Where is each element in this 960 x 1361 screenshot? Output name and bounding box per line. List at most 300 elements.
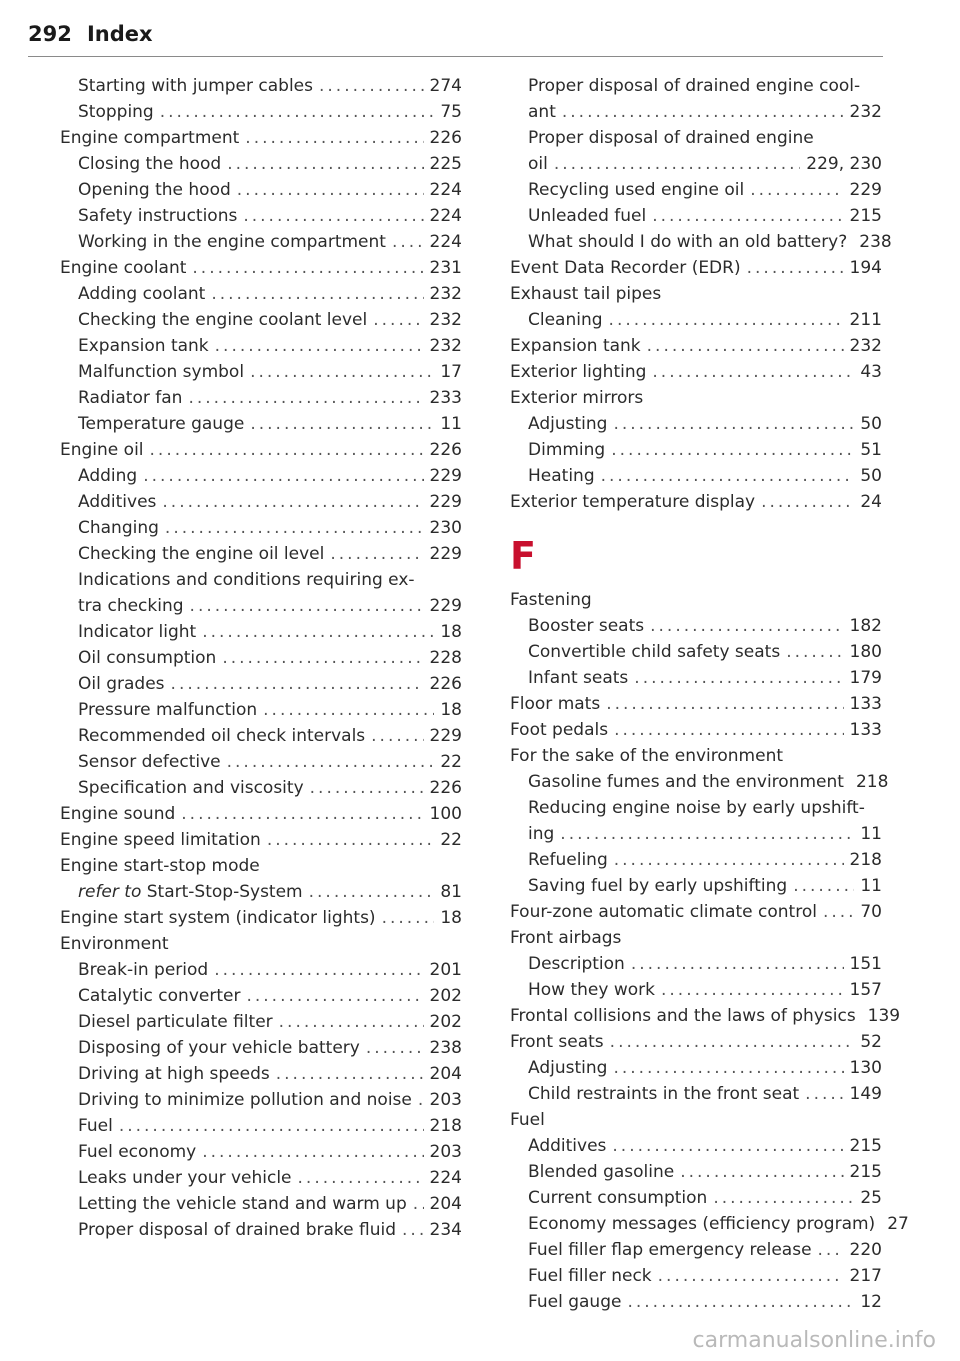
index-subentry: [60, 619, 462, 645]
dot-leader: [609, 307, 844, 333]
entry-term: Dimming: [528, 440, 606, 460]
index-subentry: [60, 73, 462, 99]
section-letter: F: [510, 534, 536, 578]
entry-term: Fuel gauge: [528, 1292, 622, 1312]
dot-leader: [627, 1289, 854, 1315]
page-reference[interactable]: 224: [429, 1168, 462, 1188]
entry-term: Infant seats: [528, 668, 629, 688]
page-reference[interactable]: 50: [860, 466, 882, 486]
page-reference[interactable]: 217: [849, 1266, 882, 1286]
index-subentry: [60, 1009, 462, 1035]
dot-leader: [747, 255, 844, 281]
entry-term: Convertible child safety seats: [528, 642, 781, 662]
dot-leader: [661, 977, 844, 1003]
page-reference[interactable]: 81: [440, 882, 462, 902]
entry-term: Floor mats: [510, 694, 601, 714]
page-reference[interactable]: 17: [440, 362, 462, 382]
index-subentry: [60, 645, 462, 671]
dot-leader: [610, 1029, 855, 1055]
entry-term: Refueling: [528, 850, 608, 870]
index-subentry: [60, 879, 462, 905]
index-subentry: [60, 957, 462, 983]
page-reference[interactable]: 139: [867, 1006, 901, 1026]
entry-term: Radiator fan: [78, 388, 183, 408]
page-reference[interactable]: 225: [429, 154, 462, 174]
entry-term: Specification and viscosity: [78, 778, 304, 798]
entry-term: Fuel economy: [78, 1142, 197, 1162]
page-reference[interactable]: 238: [859, 232, 892, 252]
index-subentry: [60, 385, 462, 411]
dot-leader: [761, 489, 854, 515]
page-reference[interactable]: 229: [429, 596, 462, 616]
index-subentry: [60, 99, 462, 125]
index-entry: [510, 359, 882, 385]
index-subentry: [510, 1055, 882, 1081]
dot-leader: [658, 1263, 844, 1289]
page-reference[interactable]: 179: [849, 668, 882, 688]
entry-term: Environment: [60, 934, 169, 954]
dot-leader: [713, 1185, 854, 1211]
entry-term: Expansion tank: [510, 336, 641, 356]
dot-leader: [750, 177, 843, 203]
index-subentry: [60, 307, 462, 333]
dot-leader: [245, 125, 423, 151]
page-reference[interactable]: 203: [429, 1090, 462, 1110]
page-reference[interactable]: 75: [440, 102, 462, 122]
entry-term: Foot pedals: [510, 720, 609, 740]
page-reference[interactable]: 202: [429, 1012, 462, 1032]
entry-term: Indications and conditions requiring ex-: [78, 570, 415, 590]
index-subentry: [60, 1139, 462, 1165]
page-reference[interactable]: 224: [429, 180, 462, 200]
index-subentry: [510, 1133, 882, 1159]
entry-term: Front seats: [510, 1032, 604, 1052]
dot-leader: [192, 255, 423, 281]
index-entry: [60, 905, 462, 931]
dot-leader: [560, 821, 854, 847]
entry-term: ant: [528, 102, 556, 122]
index-entry: [510, 1107, 882, 1133]
page-reference[interactable]: 157: [849, 980, 882, 1000]
page-reference[interactable]: 27: [887, 1214, 909, 1234]
entry-term: Current consumption: [528, 1188, 708, 1208]
entry-term: tra checking: [78, 596, 184, 616]
dot-leader: [382, 905, 435, 931]
page-reference[interactable]: 218: [429, 1116, 462, 1136]
entry-term: Proper disposal of drained brake fluid: [78, 1220, 397, 1240]
entry-term: Leaks under your vehicle: [78, 1168, 292, 1188]
page-reference[interactable]: 202: [429, 986, 462, 1006]
entry-term: Fuel: [78, 1116, 113, 1136]
index-entry: [510, 1003, 901, 1029]
page-reference[interactable]: 182: [849, 616, 882, 636]
page-reference[interactable]: 233: [429, 388, 462, 408]
index-subentry: [60, 359, 462, 385]
dot-leader: [613, 411, 854, 437]
index-entry: [510, 333, 882, 359]
watermark: carmanualsonline.info: [692, 1328, 936, 1353]
dot-leader: [211, 281, 423, 307]
index-entry: [510, 587, 882, 613]
page-reference[interactable]: 229, 230: [806, 154, 882, 174]
index-subentry: [510, 177, 882, 203]
entry-term: Oil grades: [78, 674, 165, 694]
entry-term: Working in the engine compartment: [78, 232, 386, 252]
entry-term: Engine speed limitation: [60, 830, 261, 850]
dot-leader: [267, 827, 435, 853]
index-subentry: [60, 775, 462, 801]
index-subentry: [60, 723, 462, 749]
entry-term: Checking the engine coolant level: [78, 310, 368, 330]
page-reference[interactable]: 232: [429, 284, 462, 304]
page-reference[interactable]: 226: [429, 440, 462, 460]
page-reference[interactable]: 220: [849, 1240, 882, 1260]
index-subentry: [510, 125, 882, 151]
entry-term: Heating: [528, 466, 595, 486]
page-reference[interactable]: 215: [849, 1162, 882, 1182]
entry-term: Malfunction symbol: [78, 362, 245, 382]
entry-term: Fastening: [510, 590, 592, 610]
dot-leader: [143, 463, 423, 489]
dot-leader: [188, 385, 423, 411]
index-subentry: [510, 977, 882, 1003]
entry-term: Indicator light: [78, 622, 197, 642]
entry-term: Blended gasoline: [528, 1162, 675, 1182]
index-subentry: [60, 411, 462, 437]
entry-term: Engine start system (indicator lights): [60, 908, 376, 928]
index-entry: [60, 255, 462, 281]
index-subentry: [60, 1113, 462, 1139]
dot-leader: [413, 1191, 424, 1217]
entry-term: Safety instructions: [78, 206, 238, 226]
entry-term: Exterior temperature display: [510, 492, 756, 512]
index-subentry: [60, 567, 462, 593]
page-reference[interactable]: 133: [849, 694, 882, 714]
dot-leader: [371, 723, 423, 749]
index-subentry: [510, 1263, 882, 1289]
entry-term: Child restraints in the front seat: [528, 1084, 800, 1104]
page-reference[interactable]: 229: [429, 492, 462, 512]
dot-leader: [613, 1055, 843, 1081]
index-column-right: [510, 73, 909, 1315]
page-reference[interactable]: 226: [429, 128, 462, 148]
page-reference[interactable]: 234: [429, 1220, 462, 1240]
page-reference[interactable]: 203: [429, 1142, 462, 1162]
entry-term: Fuel: [510, 1110, 545, 1130]
dot-leader: [402, 1217, 424, 1243]
index-subentry: [510, 307, 882, 333]
page-reference[interactable]: 232: [849, 336, 882, 356]
index-subentry: [510, 151, 882, 177]
index-subentry: [60, 489, 462, 515]
dot-leader: [652, 359, 854, 385]
page-reference[interactable]: 218: [849, 850, 882, 870]
entry-term: Adjusting: [528, 414, 608, 434]
entry-term: Pressure malfunction: [78, 700, 258, 720]
dot-leader: [215, 333, 424, 359]
page-reference[interactable]: 215: [849, 1136, 882, 1156]
page-reference[interactable]: 18: [440, 700, 462, 720]
index-subentry: [60, 749, 462, 775]
page-reference[interactable]: 151: [849, 954, 882, 974]
page-reference[interactable]: 194: [849, 258, 882, 278]
index-entry: [510, 691, 882, 717]
dot-leader: [631, 951, 844, 977]
entry-term: Additives: [78, 492, 157, 512]
index-subentry: [510, 1159, 882, 1185]
dot-leader: [298, 1165, 424, 1191]
index-subentry: [60, 1087, 462, 1113]
page-reference[interactable]: 218: [855, 772, 889, 792]
dot-leader: [181, 801, 423, 827]
dot-leader: [805, 1081, 843, 1107]
page-reference[interactable]: 226: [429, 674, 462, 694]
entry-term: Engine start-stop mode: [60, 856, 260, 876]
index-subentry: [510, 1289, 882, 1315]
index-entry: [510, 255, 882, 281]
index-subentry: [510, 1081, 882, 1107]
page-reference[interactable]: 204: [429, 1064, 462, 1084]
index-entry: [60, 801, 462, 827]
dot-leader: [330, 541, 423, 567]
index-subentry: [60, 671, 462, 697]
entry-term: Letting the vehicle stand and warm up: [78, 1194, 407, 1214]
index-subentry: [60, 229, 462, 255]
index-subentry: [60, 333, 462, 359]
dot-leader: [150, 437, 424, 463]
dot-leader: [171, 671, 424, 697]
page-reference[interactable]: 43: [860, 362, 882, 382]
index-subentry: [60, 515, 462, 541]
entry-term: Break-in period: [78, 960, 209, 980]
index-entry: [60, 827, 462, 853]
dot-leader: [227, 151, 423, 177]
entry-term: Exterior mirrors: [510, 388, 644, 408]
entry-term: Exhaust tail pipes: [510, 284, 662, 304]
entry-term: Unleaded fuel: [528, 206, 647, 226]
dot-leader: [190, 593, 424, 619]
index-entry: [60, 125, 462, 151]
dot-leader: [279, 1009, 424, 1035]
dot-leader: [227, 749, 435, 775]
index-entry: [510, 925, 882, 951]
entry-term: Economy messages (efficiency program): [528, 1214, 876, 1234]
dot-leader: [160, 99, 435, 125]
page-reference[interactable]: 224: [429, 206, 462, 226]
entry-term: Frontal collisions and the laws of physics: [510, 1006, 856, 1026]
entry-term: ing: [528, 824, 555, 844]
dot-leader: [647, 333, 844, 359]
page-reference[interactable]: 70: [860, 902, 882, 922]
index-entry: [510, 1029, 882, 1055]
dot-leader: [601, 463, 855, 489]
page-reference[interactable]: 231: [429, 258, 462, 278]
page-reference[interactable]: 100: [429, 804, 462, 824]
page-reference[interactable]: 11: [440, 414, 462, 434]
entry-term: Recommended oil check intervals: [78, 726, 366, 746]
index-entry: [60, 853, 462, 879]
entry-term: Engine sound: [60, 804, 176, 824]
entry-term: Recycling used engine oil: [528, 180, 745, 200]
dot-leader: [373, 307, 423, 333]
index-entry: [510, 489, 882, 515]
index-subentry: [510, 1237, 882, 1263]
index-subentry: [510, 1185, 882, 1211]
index-subentry: [510, 203, 882, 229]
index-subentry: [60, 463, 462, 489]
page-header: [28, 22, 883, 57]
page-reference[interactable]: 22: [440, 752, 462, 772]
page-reference[interactable]: 130: [849, 1058, 882, 1078]
index-entry: [60, 931, 462, 957]
entry-term: Saving fuel by early upshifting: [528, 876, 788, 896]
entry-term: Expansion tank: [78, 336, 209, 356]
page-reference[interactable]: 50: [860, 414, 882, 434]
index-subentry: [60, 281, 462, 307]
page-reference[interactable]: 215: [849, 206, 882, 226]
entry-term: For the sake of the environment: [510, 746, 784, 766]
entry-term: Closing the hood: [78, 154, 222, 174]
dot-leader: [214, 957, 423, 983]
entry-term: Event Data Recorder (EDR): [510, 258, 741, 278]
page-reference[interactable]: 229: [429, 466, 462, 486]
dot-leader: [562, 99, 844, 125]
entry-term: Exterior lighting: [510, 362, 647, 382]
page-reference[interactable]: 232: [429, 336, 462, 356]
index-subentry: [510, 639, 882, 665]
dot-leader: [786, 639, 843, 665]
page-reference[interactable]: 24: [860, 492, 882, 512]
dot-leader: [392, 229, 424, 255]
dot-leader: [652, 203, 843, 229]
page-reference[interactable]: 274: [429, 76, 462, 96]
index-subentry: [510, 847, 882, 873]
entry-term: Front airbags: [510, 928, 622, 948]
index-subentry: [60, 697, 462, 723]
page-number: 292: [28, 22, 72, 46]
index-column-left: [60, 73, 462, 1243]
entry-term: Sensor defective: [78, 752, 221, 772]
index-subentry: [510, 1211, 909, 1237]
page-reference[interactable]: 204: [429, 1194, 462, 1214]
index-subentry: [510, 665, 882, 691]
page-reference[interactable]: 52: [860, 1032, 882, 1052]
index-subentry: [510, 73, 882, 99]
dot-leader: [222, 645, 423, 671]
index-entry: [510, 385, 882, 411]
page-reference[interactable]: 11: [860, 876, 882, 896]
entry-term: Fuel filler flap emergency release: [528, 1240, 812, 1260]
page-reference[interactable]: 228: [429, 648, 462, 668]
entry-term: How they work: [528, 980, 655, 1000]
dot-leader: [650, 613, 843, 639]
page-reference[interactable]: 232: [849, 102, 882, 122]
dot-leader: [246, 983, 423, 1009]
entry-term: Gasoline fumes and the environment: [528, 772, 844, 792]
dot-leader: [309, 879, 435, 905]
index-subentry: [60, 1035, 462, 1061]
index-subentry: [510, 769, 889, 795]
page-reference[interactable]: 18: [440, 908, 462, 928]
entry-term: Description: [528, 954, 625, 974]
index-subentry: [60, 177, 462, 203]
index-entry: [510, 717, 882, 743]
index-subentry: [510, 437, 882, 463]
index-subentry: [510, 873, 882, 899]
page-reference[interactable]: 133: [849, 720, 882, 740]
page-title: Index: [86, 22, 153, 46]
index-subentry: [60, 1191, 462, 1217]
dot-leader: [165, 515, 424, 541]
page-reference[interactable]: 229: [429, 726, 462, 746]
entry-term: Oil consumption: [78, 648, 217, 668]
page-reference[interactable]: 18: [440, 622, 462, 642]
page-reference[interactable]: 226: [429, 778, 462, 798]
dot-leader: [319, 73, 424, 99]
page-reference[interactable]: 224: [429, 232, 462, 252]
page-reference[interactable]: 230: [429, 518, 462, 538]
page-reference[interactable]: 229: [429, 544, 462, 564]
dot-leader: [276, 1061, 424, 1087]
entry-term: Disposing of your vehicle battery: [78, 1038, 360, 1058]
entry-term: Catalytic converter: [78, 986, 241, 1006]
dot-leader: [634, 665, 843, 691]
entry-term: Checking the engine oil level: [78, 544, 325, 564]
page-reference[interactable]: 201: [429, 960, 462, 980]
dot-leader: [243, 203, 423, 229]
dot-leader: [823, 899, 854, 925]
page-reference[interactable]: 238: [429, 1038, 462, 1058]
entry-term-text: Start-Stop-System: [146, 882, 303, 902]
dot-leader: [818, 1237, 844, 1263]
entry-term: Starting with jumper cables: [78, 76, 313, 96]
index-subentry: [510, 613, 882, 639]
index-subentry: [510, 463, 882, 489]
entry-term: Opening the hood: [78, 180, 231, 200]
page-reference[interactable]: 51: [860, 440, 882, 460]
index-subentry: [510, 411, 882, 437]
entry-term: Fuel filler neck: [528, 1266, 652, 1286]
index-subentry: [510, 951, 882, 977]
page-reference[interactable]: 232: [429, 310, 462, 330]
index-entry: [510, 899, 882, 925]
index-subentry: [60, 1165, 462, 1191]
page-reference[interactable]: 22: [440, 830, 462, 850]
entry-term: Proper disposal of drained engine cool-: [528, 76, 861, 96]
dot-leader: [202, 1139, 423, 1165]
entry-term: [78, 879, 303, 905]
page-reference[interactable]: 25: [860, 1188, 882, 1208]
index-subentry: [60, 541, 462, 567]
dot-leader: [611, 437, 854, 463]
dot-leader: [250, 359, 434, 385]
entry-term: Adjusting: [528, 1058, 608, 1078]
entry-term: Driving to minimize pollution and noise: [78, 1090, 412, 1110]
entry-term: Booster seats: [528, 616, 645, 636]
entry-term: Four-zone automatic climate control: [510, 902, 817, 922]
page-reference[interactable]: 211: [849, 310, 882, 330]
dot-leader: [162, 489, 423, 515]
page-reference[interactable]: 180: [849, 642, 882, 662]
index-subentry: [60, 203, 462, 229]
page-reference[interactable]: 229: [849, 180, 882, 200]
entry-term: Stopping: [78, 102, 154, 122]
page-reference[interactable]: 12: [860, 1292, 882, 1312]
page-reference[interactable]: 149: [849, 1084, 882, 1104]
page-reference[interactable]: 11: [860, 824, 882, 844]
index-subentry: [60, 1061, 462, 1087]
dot-leader: [237, 177, 424, 203]
